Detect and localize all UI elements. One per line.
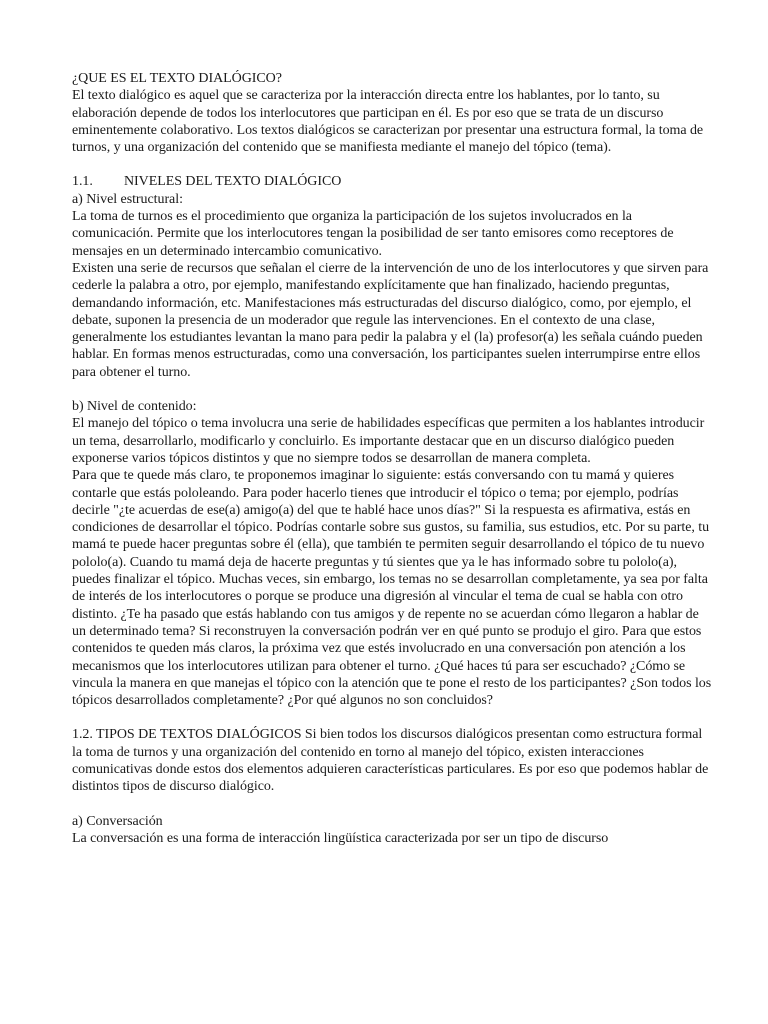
subsection-a-heading: a) Nivel estructural: bbox=[72, 191, 183, 207]
spacer bbox=[72, 709, 712, 726]
section-1-title: NIVELES DEL TEXTO DIALÓGICO bbox=[124, 174, 342, 190]
section-2-paragraph bbox=[72, 726, 712, 795]
intro-paragraph: El texto dialógico es aquel que se caracteriza por la interacción directa entre los hablantes, por lo tanto, su elaboración depende de todos los interlocutores que participan en él. Es por eso que se trata de un discurso eminentemente colaborativo. Los textos dialógicos se caracterizan por presentar una estructura formal, la toma de turnos, y una organización del contenido que se manifiesta mediante el manejo del tópico (tema). bbox=[72, 88, 704, 156]
subsection-b-heading: b) Nivel de contenido: bbox=[72, 399, 197, 415]
spacer bbox=[72, 156, 712, 173]
subsection-a-paragraph-1: La toma de turnos es el procedimiento que organiza la participación de los sujetos involucrados en la comunicación. Permite que los interlocutores tengan la posibilidad de ser tanto emisores como receptores de mensajes en un determinado intercambio comunicativo. bbox=[72, 209, 674, 259]
document-title: ¿QUE ES EL TEXTO DIALÓGICO? bbox=[72, 71, 282, 86]
subsection-b-paragraph-1: El manejo del tópico o tema involucra una serie de habilidades específicas que permiten a los hablantes introducir un tema, desarrollarlo, modificarlo y concluirlo. Es importante destacar que en un discurso dialógico pueden exponerse varios tópicos distintos y que no siempre todos se desarrollan de manera completa. bbox=[72, 416, 705, 466]
subsection-a-paragraph-2: Existen una serie de recursos que señalan el cierre de la intervención de uno de los interlocutores y que sirven para cederle la palabra a otro, por ejemplo, manifestando explícitamente que han finalizado, haciendo preguntas, demandando información, etc. Manifestaciones más estructuradas del discurso dialógico, como, por ejemplo, el debate, suponen la presencia de un moderador que regule las intervenciones. En el contexto de una clase, generalmente los estudiantes levantan la mano para pedir la palabra y el (la) profesor(a) les señala cuándo pueden hablar. En formas menos estructuradas, como una conversación, los participantes suelen interrumpirse entre ellos para obtener el turno. bbox=[72, 260, 709, 380]
conversation-heading: a) Conversación bbox=[72, 813, 163, 829]
conversation-paragraph: La conversación es una forma de interacción lingüística caracterizada por ser un tipo de discurso bbox=[72, 830, 609, 846]
spacer bbox=[72, 796, 712, 813]
document-page bbox=[72, 70, 712, 847]
section-2-body: Si bien todos los discursos dialógicos presentan como estructura formal la toma de turnos y una organización del contenido en torno al manejo del tópico, existen interacciones comunicativas donde estos dos elementos adquieren características particulares. Es por eso que podemos hablar de distintos tipos de discurso dialógico. bbox=[72, 727, 709, 795]
spacer bbox=[72, 381, 712, 398]
section-2-title: 1.2. TIPOS DE TEXTOS DIALÓGICOS bbox=[72, 727, 302, 743]
section-1-number: 1.1. bbox=[72, 174, 93, 190]
subsection-b-paragraph-2: Para que te quede más claro, te proponemos imaginar lo siguiente: estás conversando con tu mamá y quieres contarle que estás pololeando. Para poder hacerlo tienes que introducir el tópico o tema; por ejemplo, podrías decirle "¿te acuerdas de ese(a) amigo(a) del que te hablé hace unos días?" Si la respuesta es afirmativa, estás en condiciones de desarrollar el tópico. Podrías contarle sobre sus gustos, su familia, sus estudios, etc. Por su parte, tu mamá te puede hacer preguntas sobre él (ella), que también te permiten seguir desarrollando el tópico de tu nuevo pololo(a). Cuando tu mamá deja de hacerte preguntas y tú sientes que ya le has informado sobre tu pololo(a), puedes finalizar el tópico. Muchas veces, sin embargo, los temas no se desarrollan completamente, ya sea por falta de interés de los interlocutores o porque se produce una digresión al vincular el tema de cual se habla con otro distinto. ¿Te ha pasado que estás hablando con tus amigos y de repente no se acuerdan cómo llegaron a hablar de un determinado tema? Si reconstruyen la conversación podrán ver en qué punto se produjo el giro. Para que estos contenidos te queden más claros, la próxima vez que estés involucrado en una conversación pon atención a los mecanismos que los interlocutores utilizan para obtener el turno. ¿Qué haces tú para ser escuchado? ¿Cómo se vincula la manera en que manejas el tópico con la atención que te pone el resto de los participantes? ¿Son todos los tópicos desarrollados completamente? ¿Por qué algunos no son concluidos? bbox=[72, 468, 712, 709]
section-1-heading bbox=[72, 173, 712, 190]
